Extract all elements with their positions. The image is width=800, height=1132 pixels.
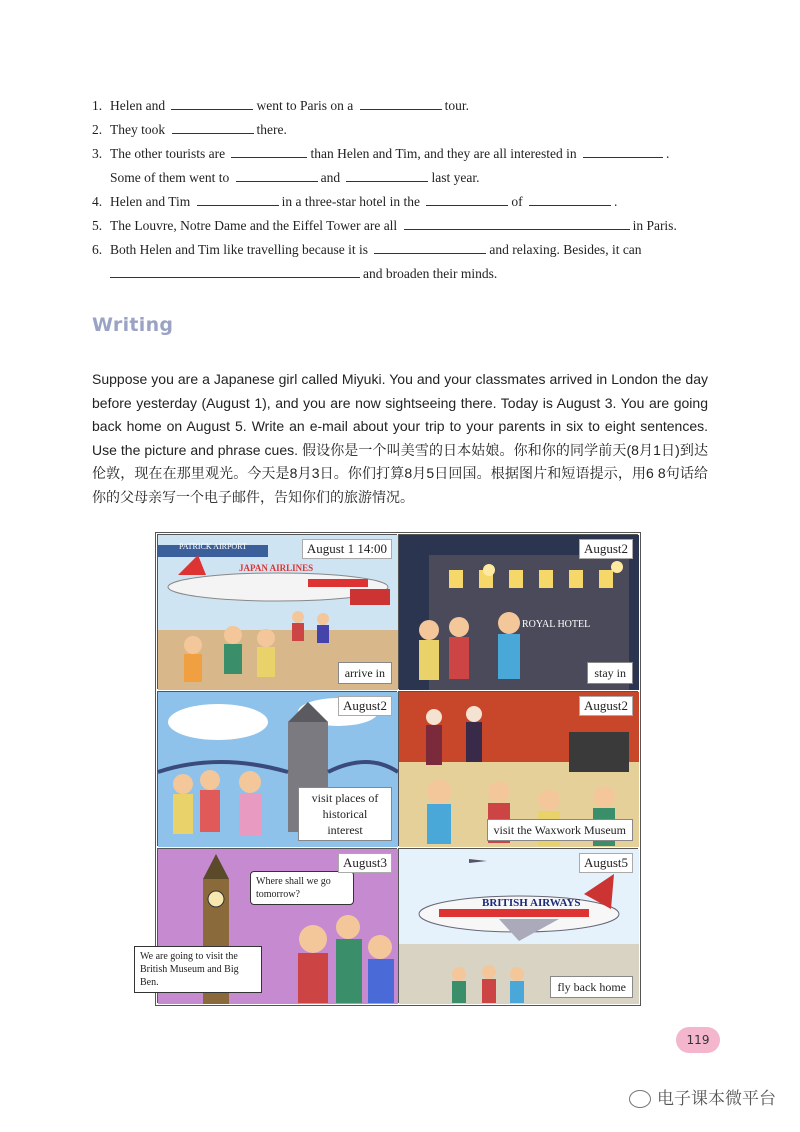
- line-number: 2.: [92, 122, 103, 137]
- exercise-line-3: [92, 146, 669, 162]
- line-text: and relaxing. Besides, it can: [489, 242, 642, 257]
- line-text: .: [666, 146, 670, 161]
- panel-caption: visit the Waxwork Museum: [487, 819, 633, 841]
- exercise-line-6b: [110, 266, 497, 282]
- panel-arrive: [157, 534, 397, 689]
- wechat-icon: [629, 1090, 651, 1108]
- panel-historical: [157, 691, 397, 846]
- exercise-line-5: [92, 218, 677, 234]
- exercise-line-1: [92, 98, 469, 114]
- hotel-sign: ROYAL HOTEL: [522, 619, 591, 630]
- answer-blank[interactable]: [374, 242, 486, 254]
- answer-blank[interactable]: [346, 170, 428, 182]
- line-number: 6.: [92, 242, 103, 257]
- watermark: [629, 1084, 776, 1109]
- panel-planning: [140, 848, 397, 1003]
- line-text: Some of them went to: [110, 170, 233, 185]
- panel-date: August3: [338, 853, 392, 873]
- panel-hotel: [398, 534, 638, 689]
- page-number: 119: [676, 1027, 720, 1053]
- panel-caption: visit places of historical interest: [298, 787, 392, 841]
- panel-date: August2: [338, 696, 392, 716]
- answer-blank[interactable]: [583, 146, 663, 158]
- answer-blank[interactable]: [197, 194, 279, 206]
- section-heading: Writing: [92, 314, 174, 336]
- line-text: and broaden their minds.: [363, 266, 498, 281]
- line-text: They took: [110, 122, 169, 137]
- answer-blank[interactable]: [404, 218, 630, 230]
- exercise-line-3b: [110, 170, 479, 186]
- airport-sign: PATRICK AIRPORT: [179, 542, 247, 551]
- line-text: in a three-star hotel in the: [281, 194, 424, 209]
- line-text: than Helen and Tim, and they are all interested in: [310, 146, 581, 161]
- line-text: in Paris.: [632, 218, 677, 233]
- line-text: The Louvre, Notre Dame and the Eiffel Tower are all: [110, 218, 401, 233]
- answer-blank[interactable]: [426, 194, 508, 206]
- panel-date: August5: [579, 853, 633, 873]
- line-text: and: [320, 170, 344, 185]
- panel-date: August 1 14:00: [302, 539, 392, 559]
- line-text: there.: [256, 122, 287, 137]
- writing-prompt: Suppose you are a Japanese girl called Miyuki. You and your classmates arrived in London the day before yesterday (August 1), and you are now sightseeing there. Today is August 3. You are going back home on August 5. Write an e-mail about your trip to your parents in six to eight sentences. Use the picture and phrase cues. 假设你是一个叫美雪的日本姑娘。你和你的同学前天(8月1日)到达伦敦，现在在那里观光。今天是8月3日。你们打算8月5日回国。根据图片和短语提示，用6 8句话给你的父母亲写一个电子邮件，告知你们的旅游情况。: [92, 371, 708, 505]
- line-text: Both Helen and Tim like travelling because it is: [110, 242, 372, 257]
- panel-caption: fly back home: [550, 976, 633, 998]
- panel-date: August2: [579, 696, 633, 716]
- airline-sign: BRITISH AIRWAYS: [482, 897, 581, 909]
- speech-bubble-question: Where shall we go tomorrow?: [250, 871, 354, 905]
- panel-waxwork: [398, 691, 638, 846]
- speech-bubble-answer: We are going to visit the British Museum and Big Ben.: [134, 946, 262, 993]
- exercise-line-2: [92, 122, 287, 138]
- answer-blank[interactable]: [529, 194, 611, 206]
- line-number: 5.: [92, 218, 103, 233]
- exercise-line-4: [92, 194, 617, 210]
- panel-caption: arrive in: [338, 662, 392, 684]
- answer-blank[interactable]: [231, 146, 307, 158]
- line-text: of: [511, 194, 526, 209]
- answer-blank[interactable]: [236, 170, 318, 182]
- watermark-text: 电子课本微平台: [657, 1089, 776, 1109]
- line-number: 4.: [92, 194, 103, 209]
- answer-blank[interactable]: [172, 122, 254, 134]
- exercise-line-6: [92, 242, 642, 258]
- airline-sign: JAPAN AIRLINES: [239, 563, 314, 573]
- answer-blank[interactable]: [171, 98, 253, 110]
- line-number: 1.: [92, 98, 103, 113]
- line-number: 3.: [92, 146, 103, 161]
- panel-caption: stay in: [587, 662, 633, 684]
- line-text: last year.: [431, 170, 480, 185]
- picture-grid: [140, 532, 641, 1006]
- line-text: went to Paris on a: [256, 98, 357, 113]
- line-text: The other tourists are: [110, 146, 229, 161]
- line-text: Helen and Tim: [110, 194, 194, 209]
- answer-blank[interactable]: [110, 266, 360, 278]
- line-text: .: [613, 194, 618, 209]
- line-text: Helen and: [110, 98, 169, 113]
- line-text: tour.: [444, 98, 469, 113]
- panel-date: August2: [579, 539, 633, 559]
- answer-blank[interactable]: [360, 98, 442, 110]
- panel-fly-home: [398, 848, 638, 1003]
